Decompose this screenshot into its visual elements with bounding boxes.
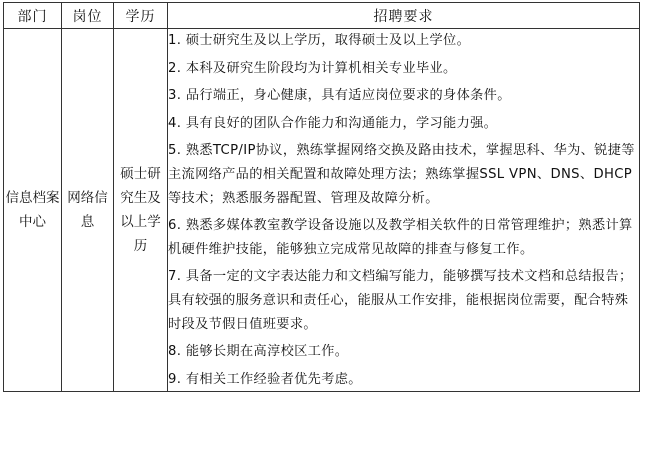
requirement-item [168,368,639,392]
requirement-text: 具备一定的文字表达能力和文档编写能力，能够撰写技术文档和总结报告；具有较强的服务意识和责任心，能服从工作安排，能根据岗位需要，配合特殊时段及节假日值班要求。 [168,269,633,332]
requirement-text: 熟悉TCP/IP协议，熟练掌握网络交换及路由技术，掌握思科、华为、锐捷等主流网络产品的相关配置和故障处理方法；熟练掌握SSL VPN、DNS、DHCP等技术；熟悉服务器配置、管理及故障分析。 [168,143,635,206]
requirement-item [168,29,639,53]
requirement-item [168,139,639,210]
education-cell: 硕士研究生及以上学历 [114,29,168,392]
header-department: 部门 [4,3,62,29]
requirement-text: 熟悉多媒体教室教学设备设施以及教学相关软件的日常管理维护；熟悉计算机硬件维护技能，能够独立完成常见故障的排查与修复工作。 [168,218,633,257]
requirement-number: 9. [168,371,182,387]
requirement-number: 6. [168,218,182,234]
header-requirements: 招聘要求 [168,3,640,29]
requirement-text: 本科及研究生阶段均为计算机相关专业毕业。 [185,60,457,76]
requirement-item [168,112,639,136]
requirement-text: 有相关工作经验者优先考虑。 [185,371,362,387]
requirement-item [168,84,639,108]
requirement-text: 硕士研究生及以上学历，取得硕士及以上学位。 [185,33,471,48]
requirement-number: 4. [168,115,182,131]
requirement-number: 3. [168,88,182,104]
requirement-text: 品行端正，身心健康，具有适应岗位要求的身体条件。 [185,88,511,104]
requirement-item [168,214,639,261]
requirements-cell [168,29,640,392]
requirement-number: 2. [168,60,182,76]
table-row [4,29,640,392]
requirement-number: 7. [168,269,182,285]
header-education: 学历 [114,3,168,29]
header-position: 岗位 [62,3,114,29]
department-cell: 信息档案中心 [4,29,62,392]
requirement-number: 5. [168,143,182,159]
requirement-item [168,57,639,81]
document-frame [0,2,645,468]
requirement-text: 具有良好的团队合作能力和沟通能力，学习能力强。 [185,115,498,131]
recruitment-table [3,2,640,392]
requirement-item [168,265,639,336]
requirement-number: 8. [168,344,182,360]
requirements-list [168,29,639,391]
requirement-text: 能够长期在高淳校区工作。 [185,344,349,360]
requirement-number: 1. [168,33,182,48]
position-cell: 网络信息 [62,29,114,392]
table-header-row [4,3,640,29]
requirement-item [168,340,639,364]
